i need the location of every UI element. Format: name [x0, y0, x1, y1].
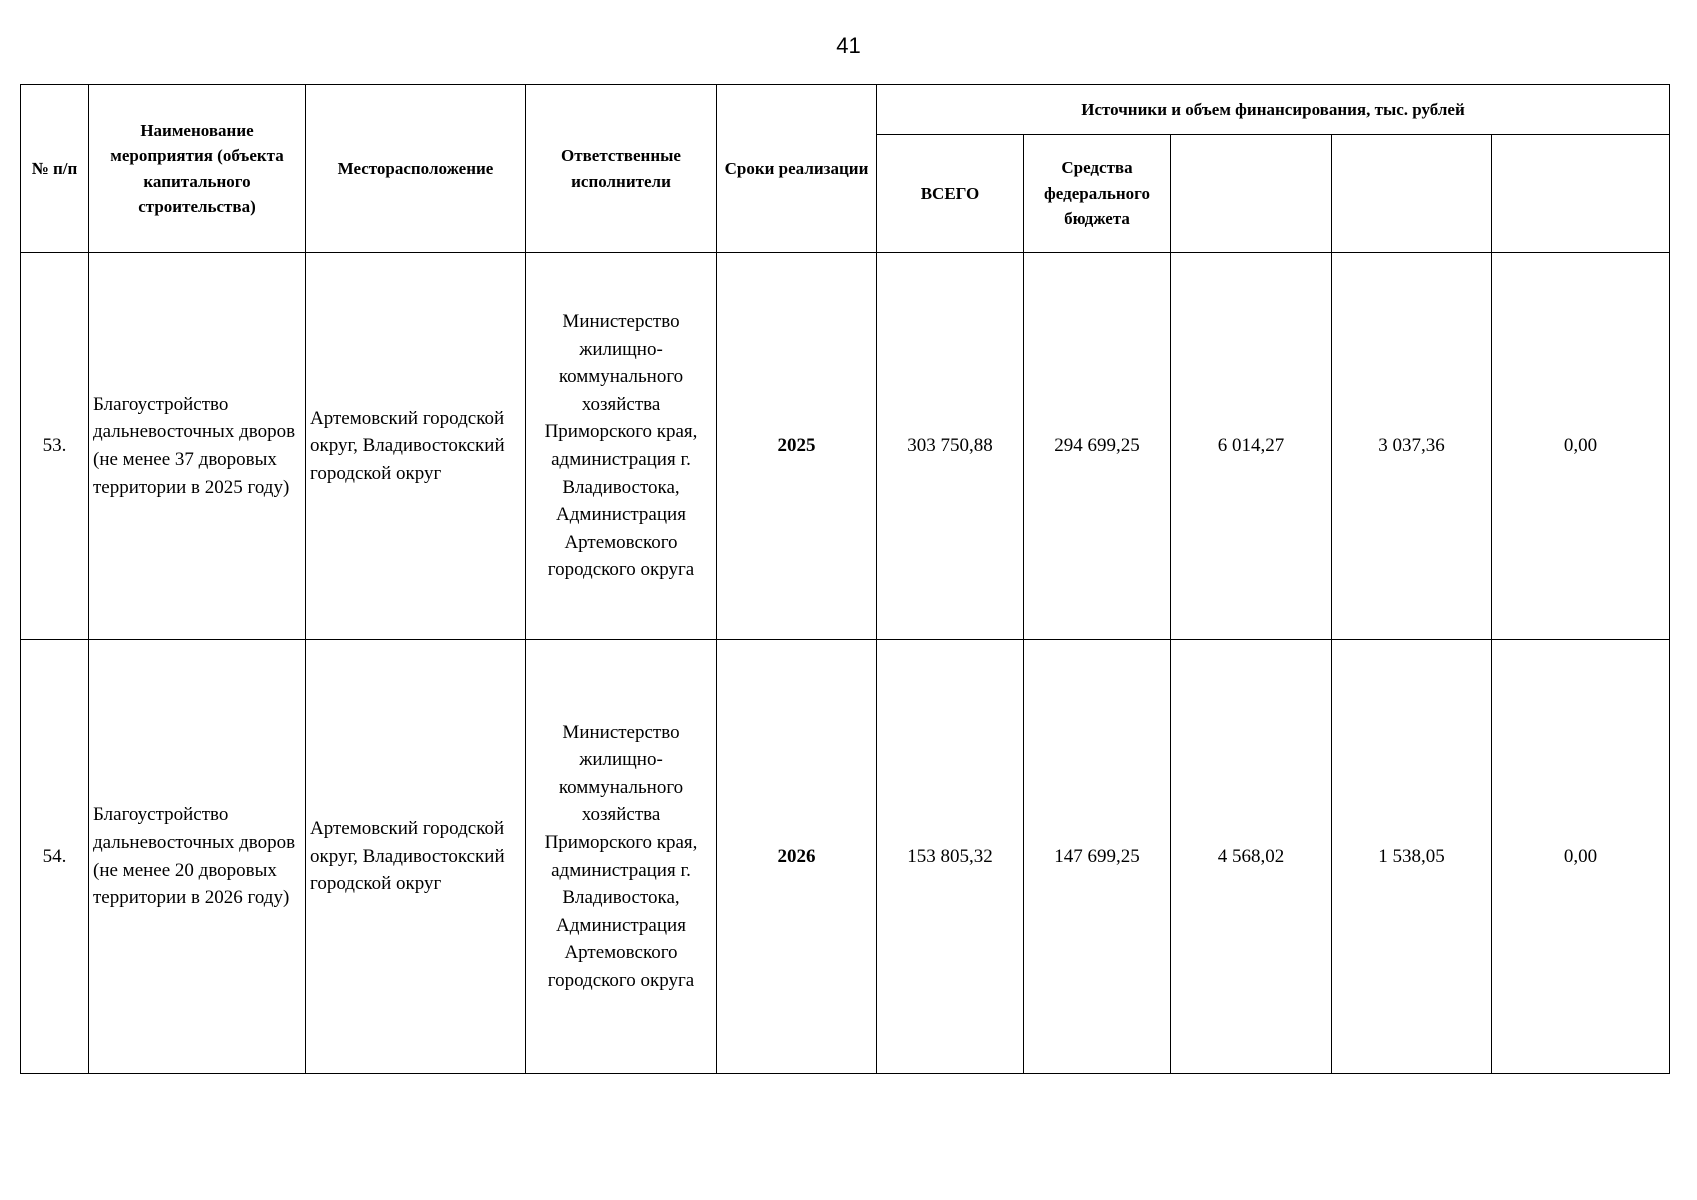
table-row	[21, 253, 1670, 640]
row-regional: 6 014,27	[1171, 253, 1332, 640]
page-number: 41	[836, 33, 861, 58]
header-period: Сроки реализации	[717, 85, 877, 253]
header-number: № п/п	[21, 85, 89, 253]
header-extrabudgetary	[1492, 135, 1670, 253]
row-total: 153 805,32	[877, 640, 1024, 1074]
row-number: 53.	[21, 253, 89, 640]
row-extrabudgetary: 0,00	[1492, 640, 1670, 1074]
row-number: 54.	[21, 640, 89, 1074]
row-federal: 294 699,25	[1024, 253, 1171, 640]
header-regional	[1171, 135, 1332, 253]
financing-table	[20, 84, 1670, 1074]
header-location: Месторасположение	[306, 85, 526, 253]
row-executors: Министерство жилищно-коммунального хозяйства Приморского края, администрация г. Владивостока, Администрация Артемовского городского округа	[526, 253, 717, 640]
row-local: 3 037,36	[1332, 253, 1492, 640]
table-header	[21, 85, 1670, 253]
row-name: Благоустройство дальневосточных дворов (не менее 37 дворовых территории в 2025 году)	[89, 253, 306, 640]
header-financing: Источники и объем финансирования, тыс. рублей	[877, 85, 1670, 135]
header-federal: Средства федерального бюджета	[1024, 135, 1171, 253]
row-local: 1 538,05	[1332, 640, 1492, 1074]
header-total: ВСЕГО	[877, 135, 1024, 253]
row-executors: Министерство жилищно-коммунального хозяйства Приморского края, администрация г. Владивостока, Администрация Артемовского городского округа	[526, 640, 717, 1074]
row-location: Артемовский городской округ, Владивостокский городской округ	[306, 253, 526, 640]
row-regional: 4 568,02	[1171, 640, 1332, 1074]
row-name: Благоустройство дальневосточных дворов (не менее 20 дворовых территории в 2026 году)	[89, 640, 306, 1074]
header-local	[1332, 135, 1492, 253]
table-row	[21, 640, 1670, 1074]
row-federal: 147 699,25	[1024, 640, 1171, 1074]
header-executors: Ответственные исполнители	[526, 85, 717, 253]
row-period: 2026	[717, 640, 877, 1074]
header-name: Наименование мероприятия (объекта капитального строительства)	[89, 85, 306, 253]
row-period: 2025	[717, 253, 877, 640]
row-extrabudgetary: 0,00	[1492, 253, 1670, 640]
row-location: Артемовский городской округ, Владивостокский городской округ	[306, 640, 526, 1074]
row-total: 303 750,88	[877, 253, 1024, 640]
